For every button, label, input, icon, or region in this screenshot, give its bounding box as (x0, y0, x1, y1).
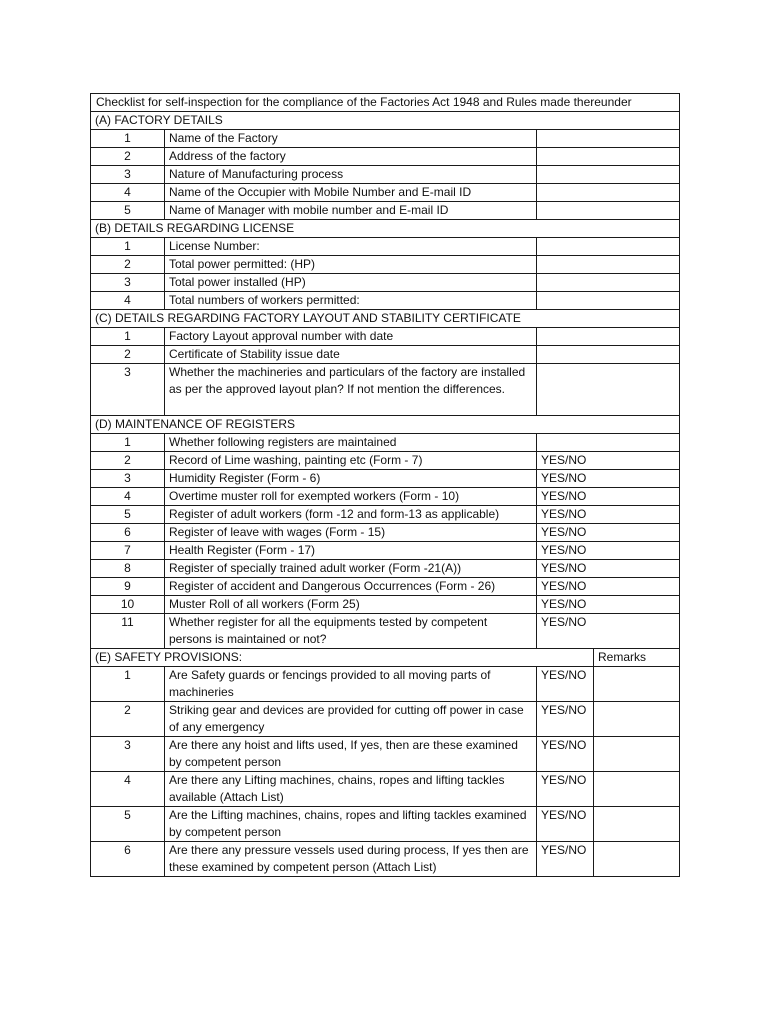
remarks-cell[interactable] (594, 842, 680, 877)
item-text: Total power permitted: (HP) (165, 256, 537, 274)
table-row (91, 737, 680, 772)
item-number: 1 (91, 238, 165, 256)
item-number: 5 (91, 807, 165, 842)
section-heading-row (91, 220, 680, 238)
table-row (91, 702, 680, 737)
answer-cell[interactable] (537, 256, 680, 274)
section-heading-row (91, 112, 680, 130)
item-number: 4 (91, 184, 165, 202)
answer-cell[interactable] (537, 130, 680, 148)
table-row (91, 560, 680, 578)
table-row (91, 364, 680, 416)
table-row (91, 274, 680, 292)
answer-cell[interactable]: YES/NO (537, 524, 680, 542)
item-text: Name of Manager with mobile number and E-mail ID (165, 202, 537, 220)
item-text: Name of the Factory (165, 130, 537, 148)
item-number: 6 (91, 842, 165, 877)
item-text: Are the Lifting machines, chains, ropes and lifting tackles examined by competent person (165, 807, 537, 842)
answer-cell[interactable]: YES/NO (537, 488, 680, 506)
section-heading-row (91, 416, 680, 434)
section-heading: (E) SAFETY PROVISIONS: (91, 649, 594, 667)
remarks-cell[interactable] (594, 772, 680, 807)
table-row (91, 328, 680, 346)
answer-cell[interactable] (537, 202, 680, 220)
table-row (91, 452, 680, 470)
item-number: 1 (91, 434, 165, 452)
item-text: Are there any hoist and lifts used, If yes, then are these examined by competent person (165, 737, 537, 772)
table-row (91, 202, 680, 220)
item-text: Striking gear and devices are provided for cutting off power in case of any emergency (165, 702, 537, 737)
table-row (91, 346, 680, 364)
item-text: Are Safety guards or fencings provided to all moving parts of machineries (165, 667, 537, 702)
table-row (91, 184, 680, 202)
item-number: 10 (91, 596, 165, 614)
remarks-cell[interactable] (594, 702, 680, 737)
answer-cell[interactable] (537, 148, 680, 166)
item-number: 2 (91, 256, 165, 274)
remarks-cell[interactable] (594, 667, 680, 702)
answer-cell[interactable]: YES/NO (537, 506, 680, 524)
answer-cell[interactable]: YES/NO (537, 772, 594, 807)
item-text: Whether following registers are maintained (165, 434, 537, 452)
item-number: 3 (91, 364, 165, 416)
item-text: Are there any Lifting machines, chains, ropes and lifting tackles available (Attach List) (165, 772, 537, 807)
answer-cell[interactable] (537, 184, 680, 202)
section-heading: (A) FACTORY DETAILS (91, 112, 680, 130)
item-text: Whether register for all the equipments tested by competent persons is maintained or not? (165, 614, 537, 649)
table-row (91, 434, 680, 452)
item-number: 4 (91, 772, 165, 807)
remarks-cell[interactable] (594, 737, 680, 772)
table-row (91, 166, 680, 184)
item-text: Register of specially trained adult worker (Form -21(A)) (165, 560, 537, 578)
item-number: 7 (91, 542, 165, 560)
table-row (91, 578, 680, 596)
answer-cell[interactable] (537, 166, 680, 184)
item-text: License Number: (165, 238, 537, 256)
answer-cell[interactable]: YES/NO (537, 596, 680, 614)
item-text: Name of the Occupier with Mobile Number and E-mail ID (165, 184, 537, 202)
section-heading-row (91, 310, 680, 328)
item-text: Muster Roll of all workers (Form 25) (165, 596, 537, 614)
item-number: 2 (91, 702, 165, 737)
item-number: 9 (91, 578, 165, 596)
item-text: Total numbers of workers permitted: (165, 292, 537, 310)
table-row (91, 614, 680, 649)
table-row (91, 130, 680, 148)
answer-cell[interactable] (537, 346, 680, 364)
answer-cell[interactable]: YES/NO (537, 542, 680, 560)
item-number: 1 (91, 328, 165, 346)
table-row (91, 807, 680, 842)
table-row (91, 292, 680, 310)
table-row (91, 148, 680, 166)
remarks-header: Remarks (594, 649, 680, 667)
title-row (91, 94, 680, 112)
remarks-cell[interactable] (594, 807, 680, 842)
item-text: Health Register (Form - 17) (165, 542, 537, 560)
item-number: 5 (91, 202, 165, 220)
item-text: Record of Lime washing, painting etc (Form - 7) (165, 452, 537, 470)
answer-cell[interactable]: YES/NO (537, 614, 680, 649)
answer-cell[interactable]: YES/NO (537, 452, 680, 470)
answer-cell[interactable]: YES/NO (537, 560, 680, 578)
answer-cell[interactable] (537, 364, 680, 416)
table-row (91, 667, 680, 702)
item-text: Are there any pressure vessels used during process, If yes then are these examined by competent person (Attach List) (165, 842, 537, 877)
table-row (91, 238, 680, 256)
item-text: Register of leave with wages (Form - 15) (165, 524, 537, 542)
item-text: Nature of Manufacturing process (165, 166, 537, 184)
item-text: Overtime muster roll for exempted workers (Form - 10) (165, 488, 537, 506)
answer-cell[interactable]: YES/NO (537, 842, 594, 877)
item-number: 8 (91, 560, 165, 578)
answer-cell[interactable]: YES/NO (537, 667, 594, 702)
checklist-title: Checklist for self-inspection for the compliance of the Factories Act 1948 and Rules made thereunder (91, 94, 680, 112)
section-heading: (C) DETAILS REGARDING FACTORY LAYOUT AND STABILITY CERTIFICATE (91, 310, 680, 328)
answer-cell[interactable] (537, 292, 680, 310)
section-heading: (D) MAINTENANCE OF REGISTERS (91, 416, 680, 434)
table-row (91, 506, 680, 524)
answer-cell[interactable]: YES/NO (537, 737, 594, 772)
item-number: 2 (91, 452, 165, 470)
answer-cell[interactable]: YES/NO (537, 807, 594, 842)
item-number: 2 (91, 148, 165, 166)
item-text: Factory Layout approval number with date (165, 328, 537, 346)
answer-cell[interactable]: YES/NO (537, 470, 680, 488)
table-row (91, 542, 680, 560)
answer-cell[interactable] (537, 434, 680, 452)
item-text: Certificate of Stability issue date (165, 346, 537, 364)
item-text: Total power installed (HP) (165, 274, 537, 292)
table-row (91, 488, 680, 506)
item-number: 5 (91, 506, 165, 524)
answer-cell[interactable] (537, 238, 680, 256)
item-number: 3 (91, 737, 165, 772)
answer-cell[interactable]: YES/NO (537, 702, 594, 737)
item-number: 1 (91, 130, 165, 148)
item-number: 6 (91, 524, 165, 542)
section-heading-row (91, 649, 680, 667)
section-heading: (B) DETAILS REGARDING LICENSE (91, 220, 680, 238)
item-text: Register of adult workers (form -12 and form-13 as applicable) (165, 506, 537, 524)
item-text: Humidity Register (Form - 6) (165, 470, 537, 488)
item-number: 4 (91, 292, 165, 310)
table-row (91, 842, 680, 877)
table-row (91, 596, 680, 614)
item-number: 4 (91, 488, 165, 506)
item-text: Whether the machineries and particulars of the factory are installed as per the approved layout plan? If not mention the differences. (165, 364, 537, 416)
checklist-table (90, 93, 680, 877)
item-number: 3 (91, 470, 165, 488)
answer-cell[interactable]: YES/NO (537, 578, 680, 596)
table-row (91, 470, 680, 488)
item-number: 2 (91, 346, 165, 364)
answer-cell[interactable] (537, 274, 680, 292)
item-text: Address of the factory (165, 148, 537, 166)
item-number: 1 (91, 667, 165, 702)
item-number: 11 (91, 614, 165, 649)
table-row (91, 256, 680, 274)
answer-cell[interactable] (537, 328, 680, 346)
item-number: 3 (91, 166, 165, 184)
table-row (91, 524, 680, 542)
table-row (91, 772, 680, 807)
item-text: Register of accident and Dangerous Occurrences (Form - 26) (165, 578, 537, 596)
item-number: 3 (91, 274, 165, 292)
